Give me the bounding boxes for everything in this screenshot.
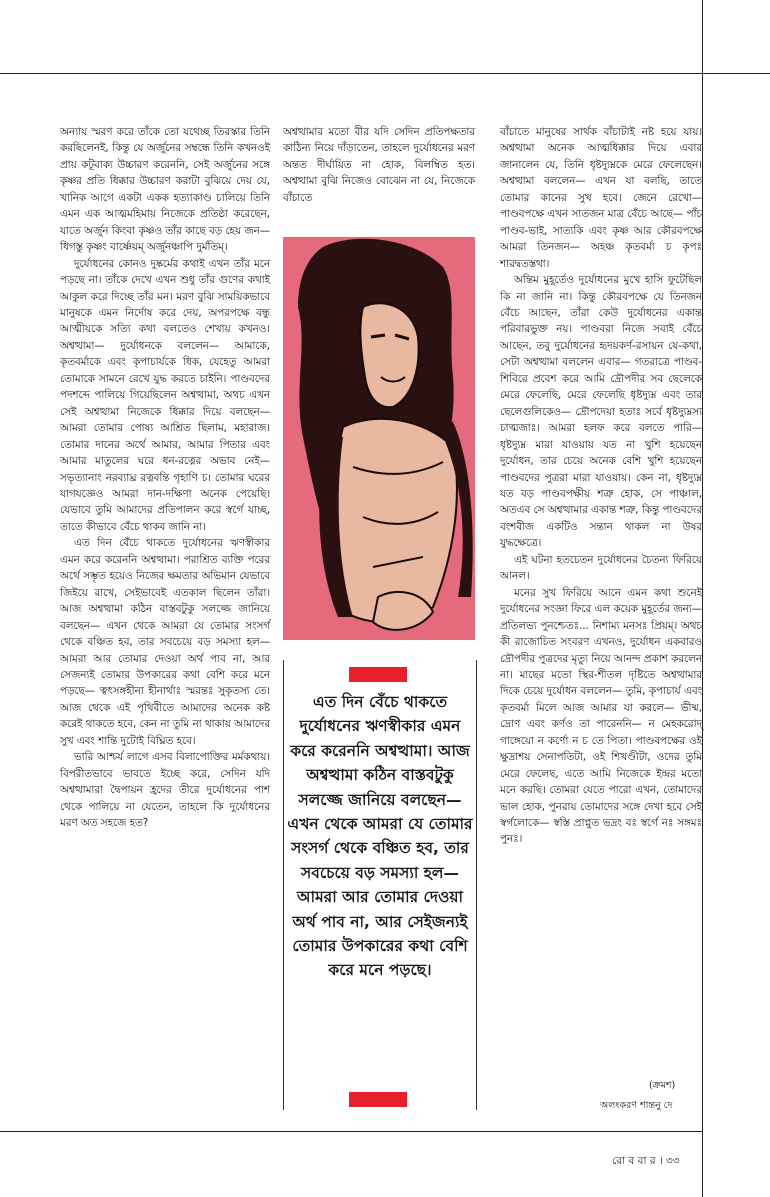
- paragraph: এত দিন বেঁচে থাকতে দুর্যোধনের ঋণস্বীকার এমন করে করেননি অশ্বত্থামা। পরাশ্রিত ব্যক্তি পরের অর্থে সম্ভৃত হয়েও নিজের ক্ষমতার অভিমান যেভাবে জিইয়ে রাখে, সেইভাবেই এতকাল ছিলেন তাঁরা। আজ অশ্বত্থামা কঠিন বাস্তবটুকু সলজ্জে জানিয়ে বলছেন— এখন থেকে আমরা যে তোমার সংসর্গ থেকে বঞ্চিত হব, তার সবচেয়ে বড় সমস্যা হল— আমরা আর তোমার দেওয়া অর্থ পাব না, আর সেজন্যই তোমার উপকারের কথা বেশি করে মনে পড়ছে— ত্বৎসঙ্গহীনা হীনার্থাঃ স্মরন্তঃ সুকৃতস্য তে। আজ থেকে এই পৃথিবীতে আমাদের অনেক কষ্ট করেই থাকতে হবে, কেন না তুমি না থাকায় আমাদের সুখ এবং শান্তি দুটোই বিঘ্নিত হবে।: [60, 537, 270, 747]
- right-margin-rule: [702, 0, 703, 1197]
- column-1: [60, 124, 270, 831]
- paragraph: মনের সুখ ফিরিয়ে আনে এমন কথা শুনেই দুর্যোধনের সংজ্ঞা ফিরে এল কয়েক মুহূর্তের জন্য— প্রতিলভ্য পুনশ্চেতঃ... নিশাম্য মনসঃ প্রিয়ম্। অথচ কী রাজোচিত সংবরণ এখনও, দুর্যোধন একবারও দ্রৌপদীর পুত্রদের মৃত্যু নিয়ে আনন্দ প্রকাশ করলেন না। মাছের মতো স্থির-শীতল দৃষ্টিতে অশ্বত্থামার দিকে চেয়ে দুর্যোধন বললেন— তুমি, কৃপাচার্য এবং কৃতবর্মা মিলে আজ আমার যা করলে— ভীষ্ম, দ্রোণ এবং কর্ণও তা পারেননি— ন মেহকরোদ্ গাঙ্গেয়ো ন কর্ণো ন চ তে পিতা। পাণ্ডবপক্ষের ওই ক্ষুদ্রাশয় সেনাপতিটা, ওই শিখণ্ডীটা, ওদের তুমি মেরে ফেলেছ, এতে আমি নিজেকে ইন্দ্রর মতো মনে করছি। তোমরা যেতে পারো এখন, তোমাদের ভাল হোক, পুনরায় তোমাদের সঙ্গে দেখা হবে সেই স্বর্গলোকে— স্বস্তি প্রাপ্নুত ভদ্রং বঃ স্বর্গে নঃ সঙ্গমঃ পুনঃ।: [500, 586, 702, 846]
- paragraph: ভারি আশ্চর্য লাগে এসব বিলাপোক্তির মর্মকথায়। বিপরীতভাবে ভাবতে ইচ্ছে করে, সেদিন যদি অশ্বত্থামারা দ্বৈপায়ন হ্রদের তীরে দুর্যোধনের পাশ থেকে পালিয়ে না যেতেন, তাহলে কি দুর্যোধনের মরণ অত সহজে হত?: [60, 751, 270, 830]
- pull-quote-bottom-bar: [349, 1092, 407, 1107]
- paragraph: দুর্যোধনের কোনও দুষ্কর্মের কথাই এখন তাঁর মনে পড়ছে না। তাঁকে দেখে এখন শুধু তাঁর গুণের কথাই আকুল করে দিচ্ছে তাঁর মন। মরণ বুঝি সাময়িকভাবে মানুষকে এমন নির্দোষ করে দেয়, অপরপক্ষে বন্ধু আত্মীয়কে সত্যি কথা বলতেও শেখায় কখনও। অশ্বত্থামা— দুর্যোধনকে বললেন— আমাকে, কৃতবর্মাকে এবং কৃপাচার্যকে ধিক, যেহেতু আমরা তোমাকে সামনে রেখে যুদ্ধ করতে চাইনি। পাণ্ডবদের পদশব্দে পালিয়ে গিয়েছিলেন অশ্বত্থামা, অথচ এখন সেই অশ্বত্থামা নিজেকে ধিক্কার দিয়ে বলছেন— আমরা তোমার পোষ্য আশ্রিত ছিলাম, মহারাজ। তোমার দানের অর্থে আমার, আমার পিতার এবং আমার মাতুলের ঘরে ধন-রত্নের অভাব নেই— সভৃত্যানাং নরব্যাঘ্র রত্নবন্তি গৃহাণি চ। তোমার ঘরের যাগযজ্ঞেও আমরা দান-দক্ষিণা অনেক পেয়েছি। যেভাবে তুমি আমাদের প্রতিপালন করে স্বর্গে যাচ্ছ, তাতে কীভাবে বেঁচে থাকব জানি না।: [60, 257, 270, 533]
- page-folio: রো ব বা র । ৩৩: [612, 1155, 680, 1167]
- paragraph: এই ঘটনা হতচেতন দুর্যোধনের চৈতন্য ফিরিয়ে আনল।: [500, 553, 702, 583]
- column-3: [500, 124, 702, 848]
- series-note: (ক্রমশ): [649, 1080, 676, 1091]
- illustration-ashwatthama: [283, 237, 475, 640]
- illustration-credit: অলংকরণ শান্তনু দে: [600, 1100, 673, 1111]
- pull-quote-box: [283, 660, 476, 1110]
- paragraph: অশ্বত্থামার মতো বীর যদি সেদিন প্রতিপক্ষতার কাঠিন্য নিয়ে দাঁড়াতেন, তাহলে দুর্যোধনের মরণ অন্তত দীর্ঘায়িত না হোক, বিলম্বিত হত। অশ্বত্থামা বুঝি নিজেও বোঝেন না যে, নিজেকে বাঁচাতে: [283, 126, 475, 204]
- top-rule: [0, 73, 770, 74]
- pull-quote-text: এত দিন বেঁচে থাকতে দুর্যোধনের ঋণস্বীকার এমন করে করেননি অশ্বত্থামা। আজ অশ্বত্থামা কঠিন বাস্তবটুকু সলজ্জে জানিয়ে বলছেন— এখন থেকে আমরা যে তোমার সংসর্গ থেকে বঞ্চিত হব, তার সবচেয়ে বড় সমস্যা হল— আমরা আর তোমার দেওয়া অর্থ পাব না, আর সেইজন্যই তোমার উপকারের কথা বেশি করে মনে পড়ছে।: [287, 693, 473, 980]
- pull-quote-top-bar: [349, 667, 407, 682]
- column-2: [283, 124, 475, 206]
- warrior-illustration: [283, 237, 475, 640]
- bottom-rule: [0, 1131, 702, 1132]
- paragraph: বাঁচাতে মানুষের সার্থক বাঁচাটাই নষ্ট হয়ে যায়। অশ্বত্থামা অনেক আত্মধিক্কার দিয়ে এবার জানালেন যে, তিনি ধৃষ্টদ্যুম্নকে মেরে ফেলেছেন। অশ্বত্থামা বললেন— এখন যা বলছি, তাতে তোমার কানের সুখ হবে। জেনে রেখো— পাণ্ডবপক্ষে এখন সাতজন মাত্র বেঁচে আছে— পাঁচ পাণ্ডব-ভাই, সাত্যকি এবং কৃষ্ণ আর কৌরবপক্ষে আমরা তিনজন— অহঞ্চ কৃতবর্মা চ কৃপঃ শারদ্বতস্তথা।: [500, 126, 702, 270]
- paragraph: অন্যায় স্মরণ করে তাঁকে তো যথেচ্ছ তিরস্কার তিনি করছিলেনই, কিন্তু যে অর্জুনের সম্বন্ধে তিনি কখনওই প্রায় কটূবাক্য উচ্চারণ করেননি, সেই অর্জুনের সঙ্গে কৃষ্ণর প্রতি ধিক্কার উচ্চারণ করাটা বুঝিয়ে দেয় যে, খানিক আগে একটা একক হত্যাকাণ্ড চালিয়ে তিনি এমন এক আত্মমহিমায় নিজেকে প্রতিষ্ঠা করেছেন, যাতে অর্জুন কিংবা কৃষ্ণও তাঁর কাছে বড় হেয় জন— ধিগস্তু কৃষ্ণং বার্ষ্ণেয়ম্ অর্জুনঞ্চাপি দুর্মতিম্।: [60, 126, 270, 254]
- quote-box-right-rule: [476, 660, 477, 1110]
- paragraph: অন্তিম মুহূর্তেও দুর্যোধনের মুখে হাসি ফুটেছিল কি না জানি না। কিন্তু কৌরবপক্ষে যে তিনজন বেঁচে আছেন, তাঁরা কেউ দুর্যোধনের একান্ত পরিবারভুক্ত নয়। পাণ্ডবরা নিজে সবাই বেঁচে আছেন, তবু দুর্যোধনের হৃদয়কর্ণ-রসায়ন যে-কথা, সেটা অশ্বত্থামা বললেন এবার— গতরাত্রে পাণ্ডব-শিবিরে প্রবেশ করে আমি দ্রৌপদীর সব ছেলেকে মেরে ফেলেছি, মেরে ফেলেছি ধৃষ্টদ্যুম্ন এবং তার ছেলেগুলিকেও— দ্রৌপদেয়া হতাঃ সর্বে ধৃষ্টদ্যুম্নস্য চাত্মজাঃ। আমরা হলফ করে বলতে পারি— ধৃষ্টদ্যুম্ন মারা যাওয়ায় যত না খুশি হয়েছেন দুর্যোধন, তার চেয়ে অনেক বেশি খুশি হয়েছেন পাণ্ডবদের পুত্ররা মারা যাওয়ায়। কেন না, ধৃষ্টদ্যুম্ন যত বড় পাণ্ডবপক্ষীয় শত্রু হোক, সে পাঞ্চাল, অতএব সে অশ্বত্থামার একান্ত শত্রু, কিন্তু পাণ্ডবদের বংশবীজ একটিও সন্তান থাকল না উষর যুদ্ধক্ষেত্রে।: [500, 274, 702, 550]
